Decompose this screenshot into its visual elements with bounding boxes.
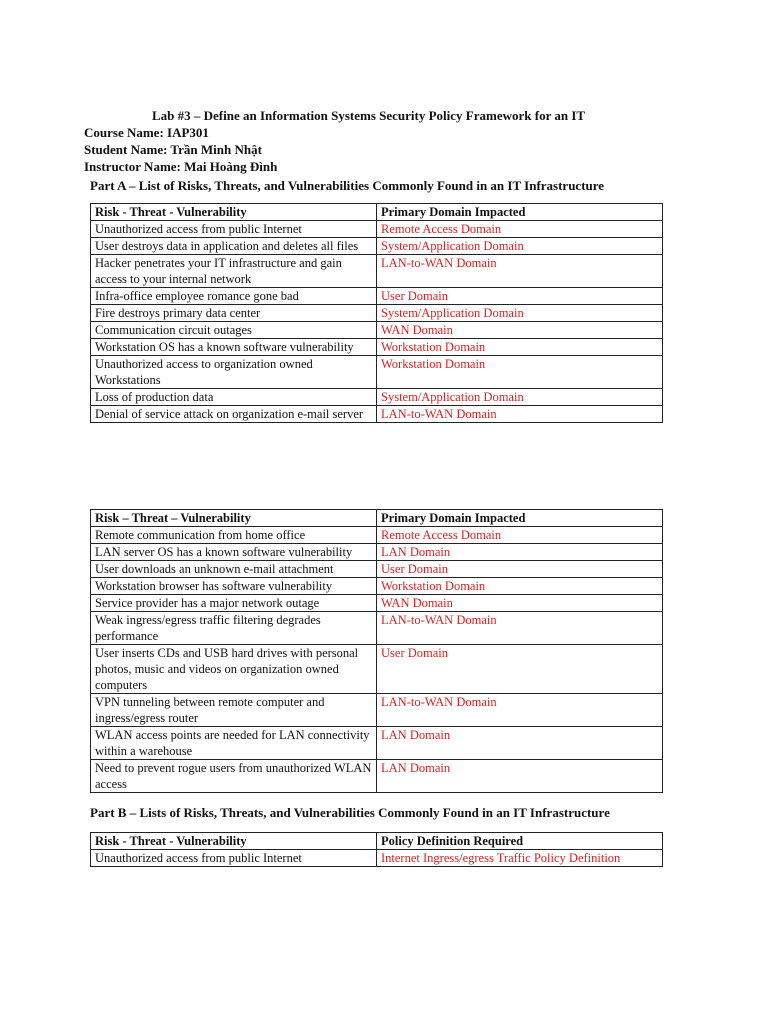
- table-row: [91, 760, 663, 793]
- table-row: [91, 356, 663, 389]
- instructor-name: Instructor Name: Mai Hoàng Đình: [84, 159, 278, 174]
- domain-cell: LAN-to-WAN Domain: [377, 694, 663, 727]
- domain-cell: System/Application Domain: [377, 305, 663, 322]
- domain-cell: LAN-to-WAN Domain: [377, 255, 663, 288]
- table-row: [91, 406, 663, 423]
- risk-cell: User downloads an unknown e-mail attachment: [91, 561, 377, 578]
- domain-cell: WAN Domain: [377, 322, 663, 339]
- table-header-row: [91, 204, 663, 221]
- table-row: [91, 645, 663, 694]
- risk-cell: Service provider has a major network outage: [91, 595, 377, 612]
- risk-cell: Remote communication from home office: [91, 527, 377, 544]
- table-row: [91, 595, 663, 612]
- part-b-title: Part B – Lists of Risks, Threats, and Vulnerabilities Commonly Found in an IT Infrastructure: [90, 805, 610, 820]
- table-row: [91, 561, 663, 578]
- table-header-row: [91, 510, 663, 527]
- domain-cell: Workstation Domain: [377, 578, 663, 595]
- table-header-row: [91, 833, 663, 850]
- risk-cell: Denial of service attack on organization e-mail server: [91, 406, 377, 423]
- risk-cell: LAN server OS has a known software vulnerability: [91, 544, 377, 561]
- risk-cell: Loss of production data: [91, 389, 377, 406]
- domain-cell: Workstation Domain: [377, 339, 663, 356]
- risk-cell: Weak ingress/egress traffic filtering degrades performance: [91, 612, 377, 645]
- risk-cell: User destroys data in application and deletes all files: [91, 238, 377, 255]
- domain-cell: System/Application Domain: [377, 389, 663, 406]
- course-name: Course Name: IAP301: [84, 125, 209, 140]
- table-row: [91, 612, 663, 645]
- risk-cell: Unauthorized access to organization owned Workstations: [91, 356, 377, 389]
- table-row: [91, 288, 663, 305]
- risk-cell: Workstation OS has a known software vulnerability: [91, 339, 377, 356]
- domain-cell: LAN Domain: [377, 544, 663, 561]
- policy-definition-table: [90, 832, 663, 867]
- risk-domain-table-1: [90, 203, 663, 423]
- risk-cell: Need to prevent rogue users from unauthorized WLAN access: [91, 760, 377, 793]
- domain-cell: User Domain: [377, 645, 663, 694]
- domain-cell: LAN-to-WAN Domain: [377, 406, 663, 423]
- risk-cell: Workstation browser has software vulnerability: [91, 578, 377, 595]
- risk-cell: Unauthorized access from public Internet: [91, 850, 377, 867]
- header-domain: Primary Domain Impacted: [377, 204, 663, 221]
- risk-domain-table-2: [90, 509, 663, 793]
- risk-cell: WLAN access points are needed for LAN connectivity within a warehouse: [91, 727, 377, 760]
- table-row: [91, 339, 663, 356]
- domain-cell: LAN Domain: [377, 760, 663, 793]
- table-row: [91, 727, 663, 760]
- lab-title: Lab #3 – Define an Information Systems Security Policy Framework for an IT: [152, 108, 586, 123]
- risk-cell: Infra-office employee romance gone bad: [91, 288, 377, 305]
- header-risk: Risk – Threat – Vulnerability: [91, 510, 377, 527]
- domain-cell: Workstation Domain: [377, 356, 663, 389]
- risk-cell: Unauthorized access from public Internet: [91, 221, 377, 238]
- table-row: [91, 578, 663, 595]
- domain-cell: Remote Access Domain: [377, 221, 663, 238]
- domain-cell: User Domain: [377, 288, 663, 305]
- table-row: [91, 850, 663, 867]
- header-risk: Risk - Threat - Vulnerability: [91, 204, 377, 221]
- table-row: [91, 255, 663, 288]
- header-risk: Risk - Threat - Vulnerability: [91, 833, 377, 850]
- policy-cell: Internet Ingress/egress Traffic Policy Definition: [377, 850, 663, 867]
- table-row: [91, 389, 663, 406]
- risk-cell: Hacker penetrates your IT infrastructure and gain access to your internal network: [91, 255, 377, 288]
- student-name: Student Name: Trần Minh Nhật: [84, 142, 262, 157]
- table-row: [91, 322, 663, 339]
- domain-cell: LAN-to-WAN Domain: [377, 612, 663, 645]
- table-row: [91, 221, 663, 238]
- risk-cell: User inserts CDs and USB hard drives with personal photos, music and videos on organization owned computers: [91, 645, 377, 694]
- domain-cell: Remote Access Domain: [377, 527, 663, 544]
- table-row: [91, 544, 663, 561]
- header-domain: Primary Domain Impacted: [377, 510, 663, 527]
- domain-cell: User Domain: [377, 561, 663, 578]
- header-policy: Policy Definition Required: [377, 833, 663, 850]
- domain-cell: WAN Domain: [377, 595, 663, 612]
- table-row: [91, 694, 663, 727]
- table-row: [91, 527, 663, 544]
- domain-cell: System/Application Domain: [377, 238, 663, 255]
- risk-cell: Fire destroys primary data center: [91, 305, 377, 322]
- risk-cell: Communication circuit outages: [91, 322, 377, 339]
- domain-cell: LAN Domain: [377, 727, 663, 760]
- table-row: [91, 305, 663, 322]
- risk-cell: VPN tunneling between remote computer and ingress/egress router: [91, 694, 377, 727]
- part-a-title: Part A – List of Risks, Threats, and Vulnerabilities Commonly Found in an IT Infrastructure: [90, 178, 605, 193]
- table-row: [91, 238, 663, 255]
